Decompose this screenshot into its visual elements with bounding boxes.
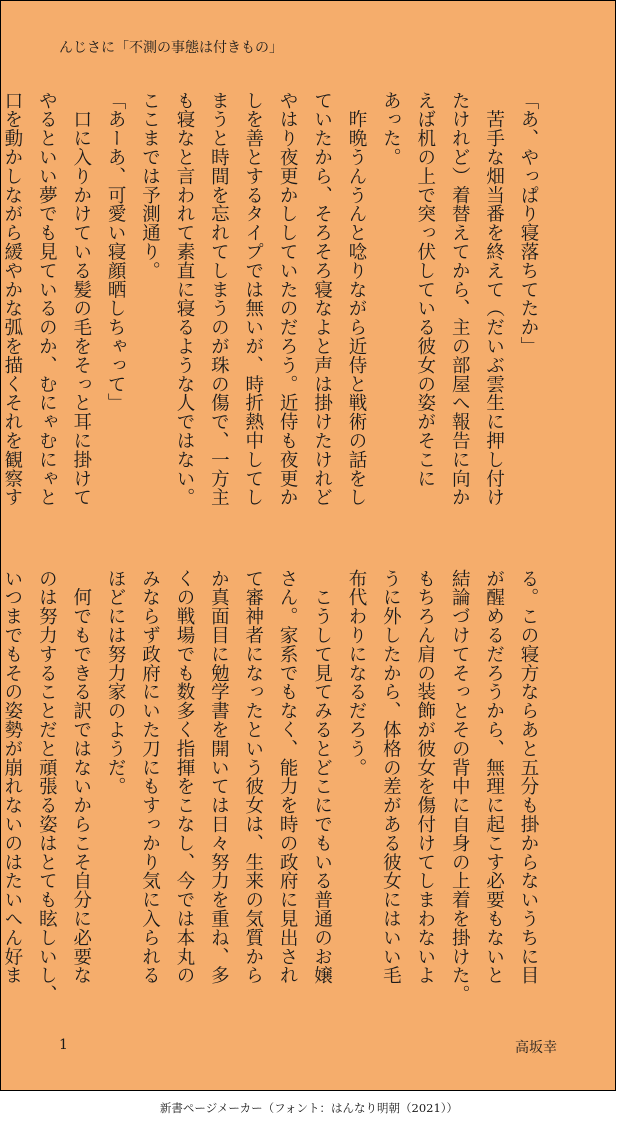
text-column: しを善とするタイプでは無いが、時折熱中してし — [242, 91, 264, 507]
text-column: くの戦場でも数多く指揮をこなし、今では本丸の — [173, 569, 195, 985]
text-column: が醒めるだろうから、無理に起こす必要もないと — [483, 569, 505, 985]
text-column: ここまでは予測通り。 — [139, 91, 161, 280]
text-column: 何でもできる訳ではないからこそ自分に必要な — [70, 569, 92, 985]
text-column: て審神者になったという彼女は、生来の気質から — [242, 569, 264, 985]
text-column: 「あ、やっぱり寝落ちてたか」 — [518, 91, 539, 356]
text-column: やはり夜更かししていたのだろう。近侍も夜更か — [277, 91, 299, 507]
text-column: うに外したから、体格の差がある彼女にはいい毛 — [380, 569, 402, 985]
text-column: 口に入りかけている髪の毛をそっと耳に掛けて — [70, 91, 92, 507]
text-column: 結論づけてそっとその背中に自身の上着を掛けた。 — [449, 569, 471, 1004]
text-column: る。この寝方ならあと五分も掛からないうちに目 — [518, 569, 539, 985]
text-column: ていたから、そろそろ寝なよと声は掛けたけれど — [311, 91, 333, 507]
text-column: も寝なと言われて素直に寝るような人ではない。 — [173, 91, 195, 507]
text-column: 昨晩うんうんと唸りながら近侍と戦術の話をし — [345, 91, 367, 507]
text-column: たけれど）着替えてから、主の部屋へ報告に向か — [449, 91, 471, 507]
running-title: んじさに「不測の事態は付きもの」 — [59, 40, 283, 56]
text-column: 布代わりになるだろう。 — [345, 569, 367, 777]
text-column: さん。家系でもなく、能力を時の政府に見出され — [277, 569, 299, 985]
text-column: えば机の上で突っ伏している彼女の姿がそこに — [414, 91, 436, 488]
generator-credit: 新書ページメーカー（フォント：はんなり明朝（2021）） — [159, 1101, 459, 1115]
text-column: ほどには努力家のようだ。 — [105, 569, 127, 796]
page-number: 1 — [59, 1037, 68, 1053]
text-column: こうして見てみるとどこにでもいる普通のお嬢 — [311, 569, 333, 985]
author-name: 高坂幸 — [515, 1040, 557, 1056]
text-column: あった。 — [380, 91, 402, 167]
text-column: まうと時間を忘れてしまうのが珠の傷で、一方主 — [208, 91, 230, 507]
text-column: いつまでもその姿勢が崩れないのはたいへん好ま — [1, 569, 23, 985]
text-column: のは努力することだと頑張る姿はとても眩しいし、 — [36, 569, 58, 1004]
text-block-top — [1, 91, 545, 531]
text-column: か真面目に勉学書を開いては日々努力を重ね、多 — [208, 569, 230, 985]
text-column: やるといい夢でも見ているのか、むにゃむにゃと — [36, 91, 58, 507]
text-block-bottom — [1, 569, 545, 1009]
text-column: みならず政府にいた刀にもすっかり気に入られる — [139, 569, 161, 985]
text-column: 苦手な畑当番を終えて（だいぶ雲生に押し付け — [483, 91, 505, 507]
text-column: もちろん肩の装飾が彼女を傷付けてしまわないよ — [414, 569, 436, 985]
text-column: 「あーあ、可愛い寝顔晒しちゃって」 — [105, 91, 127, 413]
text-column: 口を動かしながら緩やかな弧を描くそれを観察す — [1, 91, 23, 507]
